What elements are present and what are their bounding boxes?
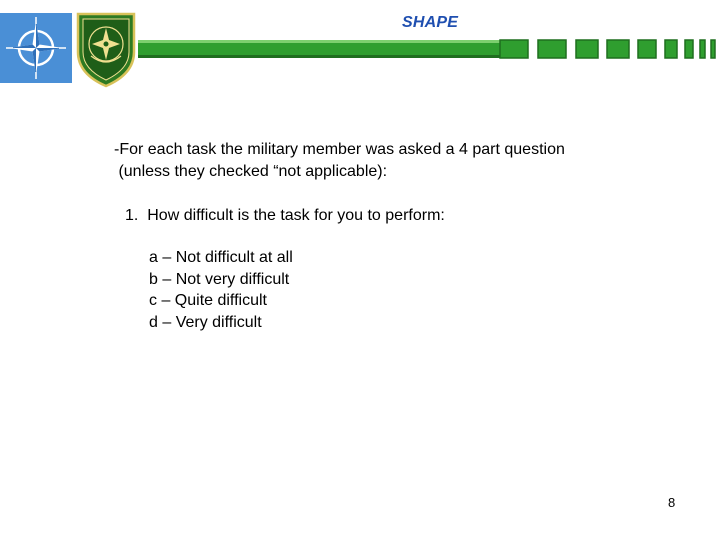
intro-text	[114, 139, 565, 183]
answer-option-d: d – Very difficult	[149, 313, 262, 331]
answer-option-c: c – Quite difficult	[149, 292, 267, 309]
answer-option-b: b – Not very difficult	[149, 270, 290, 288]
header-bar	[138, 38, 720, 60]
page-number: 8	[668, 495, 676, 510]
intro-line-2: (unless they checked “not applicable):	[114, 163, 388, 180]
question-text: 1. How difficult is the task for you to perform:	[125, 207, 445, 224]
answer-option-a: a – Not difficult at all	[149, 249, 293, 266]
nato-compass-rose-icon	[0, 13, 72, 83]
answer-options-list	[149, 247, 293, 333]
intro-line-1: -For each task the military member was asked a 4 part question	[114, 141, 565, 158]
shape-crest-icon	[74, 10, 138, 88]
header-title: SHAPE	[402, 14, 459, 31]
